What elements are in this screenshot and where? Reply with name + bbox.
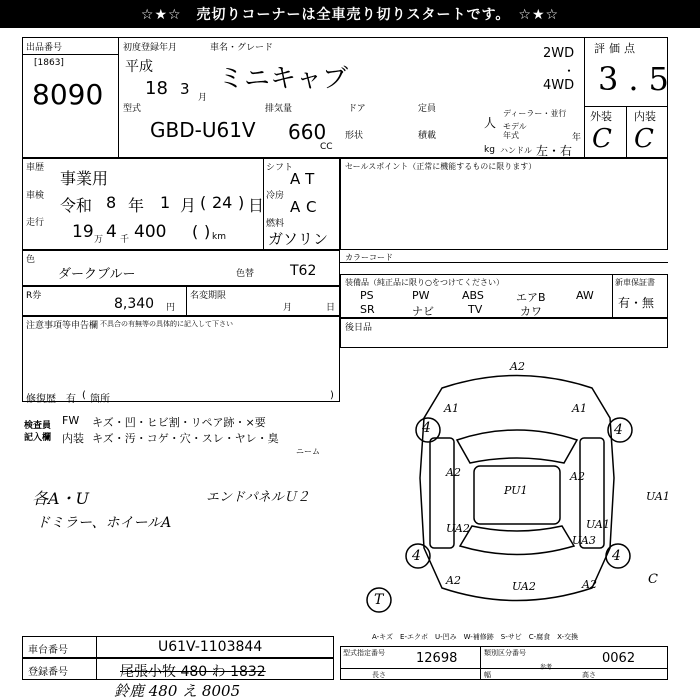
- registration-label: 登録番号: [28, 667, 68, 678]
- usage-value: 事業用: [60, 169, 109, 188]
- interior-label: 内装: [634, 110, 656, 123]
- displacement-label: 排気量: [265, 104, 293, 114]
- mileage-man: 19: [72, 222, 94, 242]
- equip-aw: AW: [576, 289, 594, 302]
- handle-value: 左・右: [536, 144, 573, 158]
- mileage-sen: 4: [106, 222, 117, 242]
- back-label: 後日品: [345, 323, 373, 333]
- mileage-rest: 400: [134, 222, 167, 242]
- inspection-day-open: (: [200, 193, 207, 212]
- interior-check-items: キズ・汚・コゲ・穴・スレ・ヤレ・臭: [92, 432, 279, 445]
- mark-a2-br: A2: [582, 578, 597, 591]
- mark-pu1-roof: PU1: [504, 484, 528, 497]
- mark-ua1-mid: UA1: [586, 518, 610, 531]
- designation-value: 12698: [416, 651, 458, 666]
- inspection-day: 24: [212, 193, 233, 212]
- first-reg-era: 平成: [125, 59, 153, 75]
- displacement-value: 660: [288, 120, 327, 144]
- interior-check-label: 内装: [62, 432, 84, 445]
- mark-a1-left: A1: [444, 402, 459, 415]
- chassis-value: U61V-1103844: [158, 639, 263, 655]
- load-label: 積載: [418, 131, 437, 141]
- back-box: [340, 318, 668, 348]
- year-unit: 年: [572, 133, 582, 143]
- equip-tv: TV: [468, 303, 483, 316]
- color-value: ダークブルー: [58, 267, 136, 282]
- mileage-label: 走行: [26, 218, 45, 228]
- handwritten-note-2: ドミラー、ホイールA: [36, 515, 172, 531]
- mark-a2-bl: A2: [446, 574, 461, 587]
- mark-4-rl: 4: [412, 548, 421, 564]
- notes-label: 注意事項等申告欄: [26, 321, 99, 331]
- exterior-grade: C: [592, 124, 612, 154]
- color-code-header: カラーコード: [345, 253, 393, 262]
- first-reg-label: 初度登録年月: [123, 43, 178, 53]
- warranty-label: 新車保証書: [615, 278, 655, 287]
- damage-legend: A-キズ E-エクボ U-凹み W-補修跡 S-サビ C-腐食 X-交換: [372, 633, 579, 641]
- inspector-label-2: 記入欄: [24, 433, 52, 443]
- equip-leather: カワ: [520, 305, 542, 318]
- repair-bracket: 箇所: [90, 394, 110, 405]
- equip-abs: ABS: [462, 289, 484, 302]
- ac-value: AC: [290, 198, 323, 216]
- door-label: ドア: [348, 104, 366, 114]
- ac-label: 冷房: [266, 191, 285, 201]
- inspection-label: 車検: [26, 191, 45, 201]
- color-code: T62: [290, 263, 317, 279]
- mark-t: T: [374, 592, 384, 608]
- model-label: 型式: [123, 104, 142, 114]
- handle-label: ハンドル: [500, 146, 532, 155]
- equip-ps: PS: [360, 289, 374, 302]
- mark-c: C: [648, 572, 658, 587]
- class-label: 類別区分番号: [484, 649, 526, 657]
- lot-label: 出品番号: [26, 43, 63, 53]
- name-change-label: 名変期限: [190, 291, 227, 301]
- score-label: 評価点: [594, 42, 639, 55]
- mark-a2-right: A2: [570, 470, 585, 483]
- handwritten-note-3: エンドパネルＵ２: [206, 490, 310, 505]
- mark-ua1-right: UA1: [646, 490, 670, 503]
- chassis-label: 車台番号: [28, 645, 68, 656]
- inspection-year: 8: [106, 193, 117, 212]
- designation-label: 型式指定番号: [343, 649, 385, 657]
- car-name: ミニキャブ: [218, 64, 349, 94]
- lot-number: 8090: [32, 78, 104, 111]
- mark-ua2-bottom: UA2: [512, 580, 536, 593]
- shift-label: シフト: [266, 163, 294, 173]
- recycle-value: 8,340: [114, 296, 155, 312]
- inspection-day-close: ): [238, 193, 245, 212]
- dealer-label: ディーラー・並行: [503, 109, 567, 118]
- mark-ua3: UA3: [572, 534, 596, 547]
- length-label: 長さ: [372, 671, 386, 679]
- exterior-label: 外装: [590, 110, 612, 123]
- mark-a1-right: A1: [572, 402, 587, 415]
- mark-a2-left: A2: [446, 466, 461, 479]
- rear-window: [460, 526, 574, 555]
- mileage-man-unit: 万: [94, 235, 104, 245]
- mark-ua2-left: UA2: [446, 522, 470, 535]
- mark-4-fl: 4: [422, 420, 431, 436]
- inspection-day-unit: 日: [248, 196, 265, 215]
- windshield: [457, 430, 577, 463]
- handwritten-note-1: 各A・U: [32, 489, 90, 508]
- right-side-panel: [580, 438, 604, 548]
- repair-value: 有: [66, 394, 76, 405]
- inspection-month: 1: [160, 193, 171, 212]
- model-value: GBD-U61V: [150, 118, 256, 142]
- fw-items: キズ・凹・ヒビ割・リペア跡・×要: [92, 416, 266, 429]
- month-unit: 月: [198, 93, 208, 103]
- car-name-label: 車名・グレード: [210, 43, 274, 53]
- recycle-unit: 円: [166, 303, 176, 313]
- mileage-unit: km: [212, 232, 226, 242]
- kg-unit: kg: [484, 145, 495, 155]
- usage-label: 車歴: [26, 163, 45, 173]
- registration-handwritten: 鈴鹿 480 え 8005: [114, 682, 241, 700]
- equipment-label: 装備品（純正品に限り○をつけてください）: [345, 278, 504, 287]
- displacement-unit: CC: [320, 142, 333, 152]
- shift-value: AT: [290, 170, 321, 188]
- interior-grade: C: [634, 124, 654, 154]
- sales-point-label: セールスポイント（正常に機能するものに限ります）: [345, 162, 537, 171]
- drive-4wd: 4WD: [543, 78, 575, 93]
- name-change-month: 月: [283, 303, 293, 313]
- model-year-label: モデル年式: [503, 122, 527, 140]
- mileage-open: (: [192, 222, 199, 241]
- class-value: 0062: [602, 651, 636, 666]
- equip-navi: ナビ: [412, 305, 434, 318]
- equip-pw: PW: [412, 289, 430, 302]
- first-reg-year: 18: [145, 78, 168, 99]
- shape-label: 形状: [345, 131, 364, 141]
- ref-label: 参考: [540, 664, 553, 671]
- mark-4-rr: 4: [612, 548, 621, 564]
- width-label: 幅: [484, 671, 491, 679]
- equip-airbag: エアB: [516, 291, 546, 304]
- repair-label: 修復歴: [26, 394, 56, 405]
- fuel-value: ガソリン: [268, 230, 329, 248]
- lot-sub: [1863]: [34, 58, 64, 68]
- score-value: 3.5: [598, 60, 679, 98]
- interior-note: ニーム: [296, 447, 320, 456]
- warranty-value: 有・無: [618, 296, 655, 310]
- banner: ☆★☆ 売切りコーナーは全車売り切りスタートです。 ☆★☆: [0, 0, 700, 28]
- capacity-label: 定員: [418, 104, 437, 114]
- first-reg-month: 3: [180, 80, 190, 98]
- drive-2wd: 2WD: [543, 46, 575, 61]
- height-label: 高さ: [582, 671, 596, 679]
- recycle-box: [22, 286, 340, 316]
- inspection-month-unit: 月: [180, 196, 197, 215]
- mileage-sen-unit: 千: [120, 235, 130, 245]
- notes-sub: 不具合の有無等の具体的に記入して下さい: [100, 320, 233, 328]
- drive-dot: ・: [563, 64, 576, 78]
- fuel-label: 燃料: [266, 219, 285, 229]
- repair-open: (: [82, 390, 86, 401]
- color-change-label: 色替: [236, 269, 255, 279]
- inspection-year-unit: 年: [128, 196, 145, 215]
- mileage-close: ): [204, 222, 211, 241]
- mark-4-fr: 4: [614, 422, 623, 438]
- equip-sr: SR: [360, 303, 375, 316]
- inspector-label-1: 検査員: [24, 421, 52, 431]
- inspection-era: 令和: [60, 196, 93, 215]
- person-unit: 人: [484, 116, 497, 130]
- mark-a2-top: A2: [510, 360, 525, 373]
- name-change-day: 日: [326, 303, 336, 313]
- color-label: 色: [26, 255, 36, 265]
- repair-close: ): [330, 390, 334, 401]
- recycle-label: R券: [26, 291, 42, 301]
- fw-label: FW: [62, 414, 80, 427]
- registration-value: 尾張小牧 480 わ 1832: [120, 664, 266, 680]
